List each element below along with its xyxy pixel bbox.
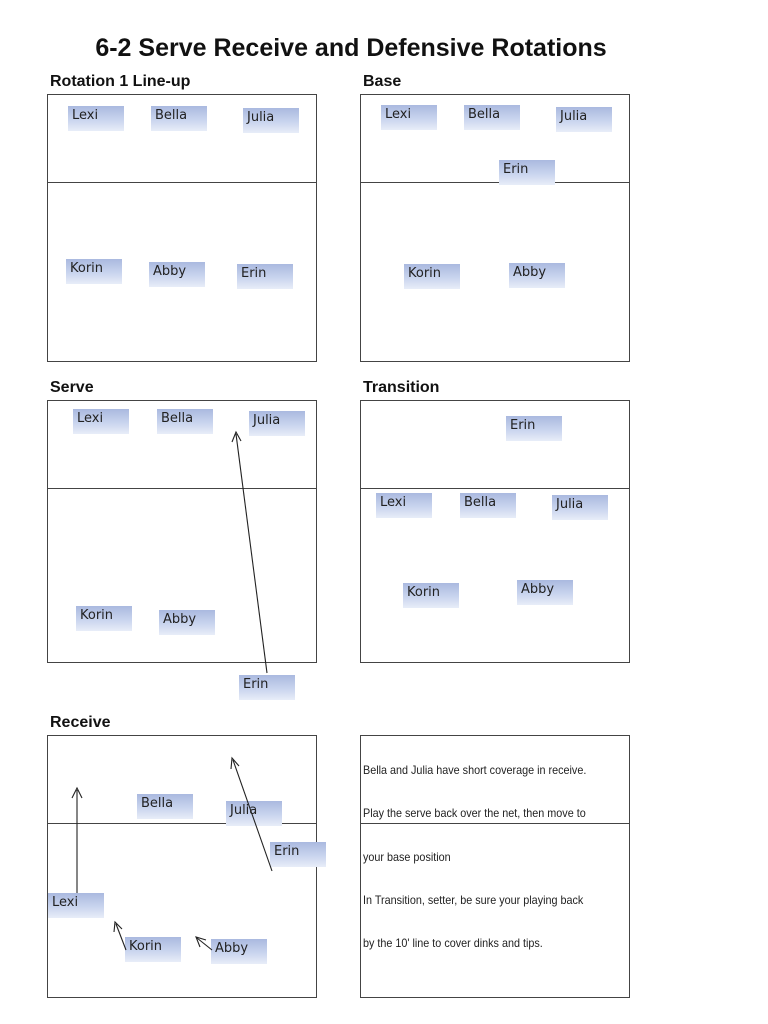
player-erin: Erin — [506, 416, 562, 441]
player-abby: Abby — [517, 580, 573, 605]
transition-court — [360, 400, 630, 663]
player-lexi: Lexi — [376, 493, 432, 518]
player-lexi: Lexi — [381, 105, 437, 130]
player-bella: Bella — [137, 794, 193, 819]
player-julia: Julia — [243, 108, 299, 133]
player-korin: Korin — [404, 264, 460, 289]
player-abby: Abby — [149, 262, 205, 287]
page-title: 6-2 Serve Receive and Defensive Rotations — [95, 34, 607, 62]
player-bella: Bella — [460, 493, 516, 518]
receive-title: Receive — [50, 714, 111, 731]
note-line-3: your base position — [363, 850, 451, 864]
base-title: Base — [363, 73, 402, 90]
net-line — [48, 488, 316, 489]
player-bella: Bella — [157, 409, 213, 434]
net-line — [48, 182, 316, 183]
player-korin: Korin — [125, 937, 181, 962]
transition-title: Transition — [363, 379, 440, 396]
net-line — [361, 488, 629, 489]
serve-court — [47, 400, 317, 663]
note-line-4: In Transition, setter, be sure your playing back — [363, 893, 584, 907]
player-erin: Erin — [270, 842, 326, 867]
player-bella: Bella — [464, 105, 520, 130]
net-line — [361, 823, 629, 824]
player-abby: Abby — [159, 610, 215, 635]
note-line-5: by the 10' line to cover dinks and tips. — [363, 936, 543, 950]
player-lexi: Lexi — [48, 893, 104, 918]
net-line — [361, 182, 629, 183]
base-court — [360, 94, 630, 362]
player-abby: Abby — [211, 939, 267, 964]
player-julia: Julia — [552, 495, 608, 520]
player-bella: Bella — [151, 106, 207, 131]
player-korin: Korin — [66, 259, 122, 284]
player-korin: Korin — [76, 606, 132, 631]
player-lexi: Lexi — [68, 106, 124, 131]
player-korin: Korin — [403, 583, 459, 608]
player-erin: Erin — [499, 160, 555, 185]
rotation1-title: Rotation 1 Line-up — [50, 73, 191, 90]
player-erin-serving: Erin — [239, 675, 295, 700]
player-lexi: Lexi — [73, 409, 129, 434]
serve-title: Serve — [50, 379, 94, 396]
player-erin: Erin — [237, 264, 293, 289]
note-line-1: Bella and Julia have short coverage in receive. — [363, 763, 587, 777]
rotation1-court — [47, 94, 317, 362]
note-line-2: Play the serve back over the net, then move to — [363, 806, 586, 820]
player-julia: Julia — [226, 801, 282, 826]
player-julia: Julia — [556, 107, 612, 132]
player-abby: Abby — [509, 263, 565, 288]
player-julia: Julia — [249, 411, 305, 436]
notes-box — [360, 735, 630, 998]
